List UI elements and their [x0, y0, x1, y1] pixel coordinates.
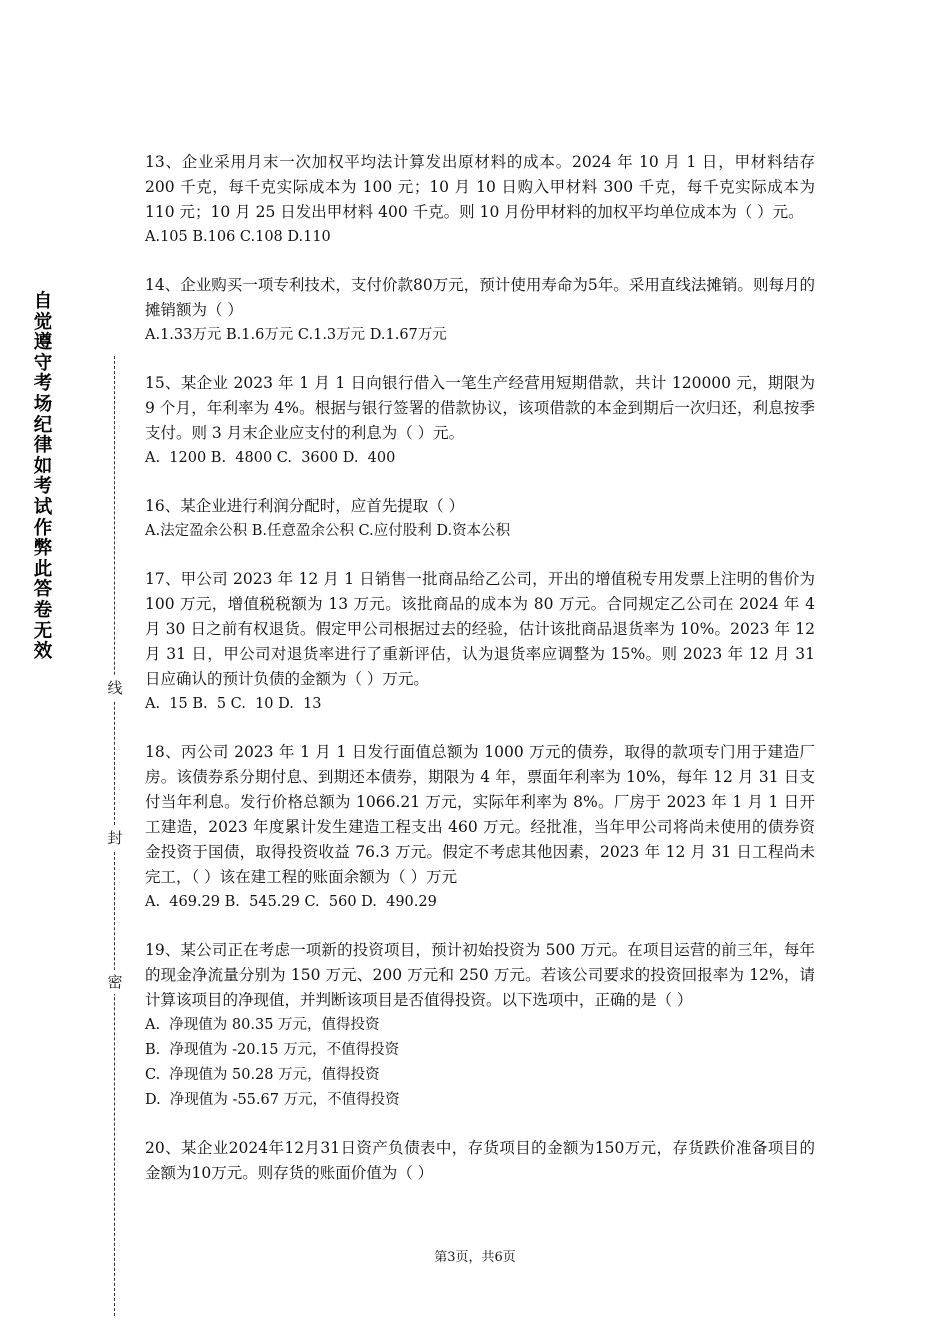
option-c: C. 净现值为 50.28 万元，值得投资: [145, 1067, 380, 1083]
question-options: A. 15 B. 5 C. 10 D. 13: [145, 696, 322, 712]
question-15: [145, 371, 815, 471]
binding-mark-secret: 密: [104, 970, 126, 994]
question-14: [145, 273, 815, 348]
question-options: A.法定盈余公积 B.任意盈余公积 C.应付股利 D.资本公积: [145, 523, 511, 539]
page-number: 第3页，共6页: [434, 1250, 516, 1265]
question-19: [145, 938, 815, 1113]
question-text: 17、甲公司 2023 年 12 月 1 日销售一批商品给乙公司，开出的增值税专用发票上注明的售价为 100 万元，增值税税额为 13 万元。该批商品的成本为 80 万元。合同规定乙公司在 2024 年 4 月 30 日之前有权退货。假定甲公司根据过去的经验，估计该批商品退货率为 10%。2023 年 12 月 31 日，甲公司对退货率进行了重新评估，认为退货率应调整为 15%。则 2023 年 12 月 31 日应确认的预计负债的金额为（ ）万元。: [145, 570, 815, 688]
question-18: [145, 740, 815, 915]
question-text: 14、企业购买一项专利技术，支付价款80万元，预计使用寿命为5年。采用直线法摊销。则每月的摊销额为（ ）: [145, 276, 815, 319]
exam-discipline-notice: 自觉遵守考场纪律如考试作弊此答卷无效: [33, 291, 53, 663]
question-20: [145, 1136, 815, 1186]
question-text: 16、某企业进行利润分配时，应首先提取（ ）: [145, 497, 465, 515]
option-d: D. 净现值为 -55.67 万元，不值得投资: [145, 1092, 400, 1108]
question-text: 18、丙公司 2023 年 1 月 1 日发行面值总额为 1000 万元的债券，取得的款项专门用于建造厂房。该债券系分期付息、到期还本债券，期限为 4 年，票面年利率为 10%，每年 12 月 31 日支付当年利息。发行价格总额为 1066.21 万元，实际年利率为 8%。厂房于 2023 年 1 月 1 日开工建造，2023 年度累计发生建造工程支出 460 万元。经批准，当年甲公司将尚未使用的债券资金投资于国债，取得投资收益 76.3 万元。假定不考虑其他因素，2023 年 12 月 31 日工程尚未完工，（ ）该在建工程的账面余额为（ ）万元: [145, 743, 815, 886]
option-b: B. 净现值为 -20.15 万元，不值得投资: [145, 1042, 400, 1058]
question-16: [145, 494, 815, 544]
question-text: 20、某企业2024年12月31日资产负债表中，存货项目的金额为150万元，存货跌价准备项目的金额为10万元。则存货的账面价值为（ ）: [145, 1139, 815, 1182]
question-text: 13、企业采用月末一次加权平均法计算发出原材料的成本。2024 年 10 月 1 日，甲材料结存 200 千克，每千克实际成本为 100 元；10 月 10 日购入甲材料 300 千克，每千克实际成本为 110 元；10 月 25 日发出甲材料 400 千克。则 10 月份甲材料的加权平均单位成本为（ ）元。: [145, 153, 815, 221]
option-a: A. 净现值为 80.35 万元，值得投资: [145, 1017, 380, 1033]
binding-mark-seal: 封: [104, 826, 126, 850]
question-text: 19、某公司正在考虑一项新的投资项目，预计初始投资为 500 万元。在项目运营的前三年，每年的现金净流量分别为 150 万元、200 万元和 250 万元。若该公司要求的投资回报率为 12%，请计算该项目的净现值，并判断该项目是否值得投资。以下选项中，正确的是（ ）: [145, 941, 815, 1009]
question-options: A.1.33万元 B.1.6万元 C.1.3万元 D.1.67万元: [145, 327, 447, 343]
question-17: [145, 567, 815, 717]
question-options: A. 469.29 B. 545.29 C. 560 D. 490.29: [145, 894, 437, 910]
binding-mark-line: 线: [104, 676, 126, 700]
question-list: [145, 150, 815, 1209]
question-13: [145, 150, 815, 250]
question-options: A.105 B.106 C.108 D.110: [145, 229, 331, 245]
question-options: A. 1200 B. 4800 C. 3600 D. 400: [145, 450, 396, 466]
question-text: 15、某企业 2023 年 1 月 1 日向银行借入一笔生产经营用短期借款，共计 120000 元，期限为 9 个月，年利率为 4%。根据与银行签署的借款协议，该项借款的本金到期后一次归还，利息按季支付。则 3 月末企业应支付的利息为（ ）元。: [145, 374, 815, 442]
